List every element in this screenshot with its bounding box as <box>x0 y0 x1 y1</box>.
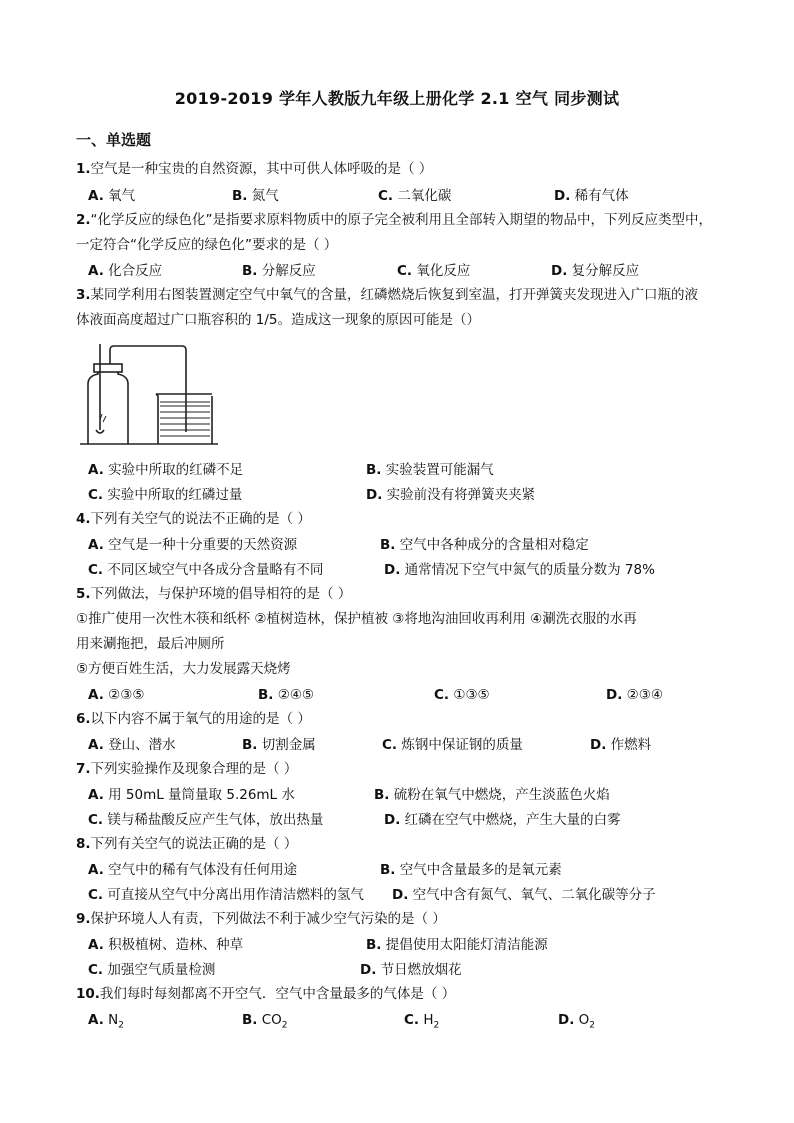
option-letter: A. <box>88 937 104 953</box>
option-3b <box>366 460 494 480</box>
subscript: 2 <box>433 1020 440 1031</box>
option-text: 空气中含量最多的是氧元素 <box>399 862 562 878</box>
option-letter: D. <box>558 1012 575 1028</box>
question-number: 6. <box>76 711 91 727</box>
option-6b <box>242 735 316 755</box>
option-text: 不同区域空气中各成分含量略有不同 <box>107 562 324 578</box>
option-7b <box>374 785 610 805</box>
question-text: 下列做法，与保护环境的倡导相符的是（ ） <box>90 586 352 602</box>
option-letter: C. <box>434 687 450 703</box>
question-number: 3. <box>76 287 91 303</box>
option-letter: A. <box>88 537 104 553</box>
option-text: 通常情况下空气中氮气的质量分数为 78% <box>404 562 655 578</box>
option-letter: A. <box>88 787 104 803</box>
option-text: 镁与稀盐酸反应产生气体，放出热量 <box>107 812 324 828</box>
option-4b <box>380 535 589 555</box>
water-lines <box>160 402 210 436</box>
option-text: 加强空气质量检测 <box>107 962 216 978</box>
question-text: 某同学利用右图装置测定空气中氧气的含量，红磷燃烧后恢复到室温，打开弹簧夹发现进入广口瓶的液 <box>90 287 699 303</box>
option-text: 氧气 <box>108 188 136 204</box>
option-1a <box>88 186 135 206</box>
option-letter: B. <box>374 787 390 803</box>
question-5-items-line-3: ⑤方便百姓生活，大力发展露天烧烤 <box>76 661 291 677</box>
option-text: 空气是一种十分重要的天然资源 <box>108 537 298 553</box>
option-9d <box>360 960 462 980</box>
question-text: 下列实验操作及现象合理的是（ ） <box>90 761 298 777</box>
option-text: CO <box>261 1012 282 1028</box>
option-letter: C. <box>378 188 394 204</box>
option-3d <box>366 485 535 505</box>
option-9a <box>88 935 243 955</box>
subscript: 2 <box>589 1020 596 1031</box>
option-7d <box>384 810 621 830</box>
option-text: N <box>108 1012 119 1028</box>
question-number: 5. <box>76 586 91 602</box>
option-text: 实验中所取的红磷过量 <box>107 487 243 503</box>
question-2-continued: 一定符合“化学反应的绿色化”要求的是（ ） <box>76 237 338 253</box>
option-9c <box>88 960 215 980</box>
option-letter: D. <box>606 687 623 703</box>
question-5-items-line-1: ①推广使用一次性木筷和纸杯 ②植树造林，保护植被 ③将地沟油回收再利用 ④涮洗衣服的水再 <box>76 611 637 627</box>
option-4d <box>384 560 655 580</box>
option-letter: B. <box>380 537 396 553</box>
option-2b <box>242 261 316 281</box>
option-1b <box>232 186 279 206</box>
option-text: 可直接从空气中分离出用作清洁燃料的氢气 <box>107 887 364 903</box>
question-5-items-line-2: 用来涮拖把，最后冲厕所 <box>76 636 225 652</box>
option-text: ②③④ <box>626 687 663 703</box>
bottle-outline <box>88 370 128 444</box>
question-text: 空气是一种宝贵的自然资源，其中可供人体呼吸的是（ ） <box>90 161 433 177</box>
option-4c <box>88 560 323 580</box>
option-2c <box>397 261 470 281</box>
question-number: 10. <box>76 986 100 1002</box>
option-letter: C. <box>404 1012 420 1028</box>
question-text: “化学反应的绿色化”是指要求原料物质中的原子完全被利用且全部转入期望的物品中，下列反应类型中， <box>90 212 713 228</box>
option-letter: D. <box>392 887 409 903</box>
page-title: 2019-2019 学年人教版九年级上册化学 2.1 空气 同步测试 <box>174 89 620 108</box>
option-letter: A. <box>88 462 104 478</box>
question-3-continued: 体液面高度超过广口瓶容积的 1/5。造成这一现象的原因可能是（） <box>76 312 481 328</box>
option-text: 用 50mL 量筒量取 5.26mL 水 <box>108 787 295 803</box>
option-text: 化合反应 <box>108 263 163 279</box>
option-9b <box>366 935 548 955</box>
question-8 <box>76 832 726 857</box>
option-letter: D. <box>554 188 571 204</box>
option-5d <box>606 685 663 705</box>
option-letter: C. <box>88 887 104 903</box>
option-8a <box>88 860 297 880</box>
option-8c <box>88 885 364 905</box>
question-number: 9. <box>76 911 91 927</box>
question-7 <box>76 757 726 782</box>
option-3a <box>88 460 243 480</box>
option-letter: A. <box>88 687 104 703</box>
option-letter: C. <box>382 737 398 753</box>
option-letter: B. <box>242 263 258 279</box>
option-text: 空气中的稀有气体没有任何用途 <box>108 862 298 878</box>
option-letter: D. <box>590 737 607 753</box>
option-7c <box>88 810 323 830</box>
question-number: 4. <box>76 511 91 527</box>
option-text: 稀有气体 <box>574 188 629 204</box>
option-text: 氧化反应 <box>416 263 471 279</box>
option-text: 提倡使用太阳能灯清洁能源 <box>385 937 548 953</box>
option-letter: B. <box>242 737 258 753</box>
option-text: H <box>423 1012 434 1028</box>
question-text: 下列有关空气的说法正确的是（ ） <box>90 836 298 852</box>
option-2a <box>88 261 162 281</box>
option-text: ②③⑤ <box>108 687 145 703</box>
option-1c <box>378 186 451 206</box>
option-letter: C. <box>397 263 413 279</box>
option-text: 二氧化碳 <box>397 188 452 204</box>
question-text: 我们每时每刻都离不开空气．空气中含量最多的气体是（ ） <box>99 986 456 1002</box>
question-number: 8. <box>76 836 91 852</box>
option-letter: A. <box>88 862 104 878</box>
option-6a <box>88 735 176 755</box>
option-10b <box>242 1010 288 1036</box>
option-10a <box>88 1010 124 1036</box>
option-text: 复分解反应 <box>571 263 640 279</box>
question-3 <box>76 283 726 308</box>
option-text: O <box>578 1012 590 1028</box>
flame <box>100 414 106 422</box>
section-heading: 一、单选题 <box>76 131 152 149</box>
stopper <box>94 364 122 372</box>
option-text: 实验装置可能漏气 <box>385 462 494 478</box>
subscript: 2 <box>281 1020 288 1031</box>
option-10c <box>404 1010 439 1036</box>
option-6c <box>382 735 523 755</box>
option-letter: C. <box>88 962 104 978</box>
question-text: 保护环境人人有责，下列做法不利于减少空气污染的是（ ） <box>90 911 446 927</box>
question-6 <box>76 707 726 732</box>
option-5a <box>88 685 144 705</box>
option-letter: C. <box>88 562 104 578</box>
option-text: 节日燃放烟花 <box>380 962 462 978</box>
option-text: 空气中各种成分的含量相对稳定 <box>399 537 589 553</box>
option-text: ②④⑤ <box>277 687 315 703</box>
question-number: 7. <box>76 761 91 777</box>
option-letter: D. <box>384 562 401 578</box>
option-text: 切割金属 <box>261 737 316 753</box>
option-letter: C. <box>88 487 104 503</box>
option-letter: D. <box>360 962 377 978</box>
option-8d <box>392 885 656 905</box>
option-1d <box>554 186 629 206</box>
option-text: 实验前没有将弹簧夹夹紧 <box>386 487 536 503</box>
option-8b <box>380 860 562 880</box>
option-letter: C. <box>88 812 104 828</box>
question-10 <box>76 982 726 1007</box>
question-5 <box>76 582 726 607</box>
option-letter: A. <box>88 737 104 753</box>
glass-tube <box>110 346 186 432</box>
option-letter: D. <box>384 812 401 828</box>
option-letter: D. <box>366 487 383 503</box>
question-4 <box>76 507 726 532</box>
question-number: 1. <box>76 161 91 177</box>
option-text: ①③⑤ <box>453 687 490 703</box>
option-text: 硫粉在氧气中燃烧，产生淡蓝色火焰 <box>393 787 610 803</box>
option-letter: A. <box>88 263 104 279</box>
option-2d <box>551 261 639 281</box>
question-number: 2. <box>76 212 91 228</box>
question-1 <box>76 157 726 182</box>
option-letter: D. <box>551 263 568 279</box>
question-text: 以下内容不属于氧气的用途的是（ ） <box>90 711 311 727</box>
option-3c <box>88 485 242 505</box>
option-text: 实验中所取的红磷不足 <box>108 462 244 478</box>
option-text: 分解反应 <box>261 263 316 279</box>
option-6d <box>590 735 651 755</box>
option-text: 积极植树、造林、种草 <box>108 937 244 953</box>
option-letter: B. <box>242 1012 258 1028</box>
option-text: 炼钢中保证钢的质量 <box>401 737 523 753</box>
option-text: 作燃料 <box>610 737 652 753</box>
option-5b <box>258 685 314 705</box>
option-10d <box>558 1010 595 1036</box>
subscript: 2 <box>118 1020 124 1031</box>
option-7a <box>88 785 295 805</box>
option-letter: B. <box>366 937 382 953</box>
option-text: 登山、潜水 <box>108 737 176 753</box>
question-text: 下列有关空气的说法不正确的是（ ） <box>90 511 311 527</box>
option-4a <box>88 535 297 555</box>
option-text: 红磷在空气中燃烧，产生大量的白雾 <box>404 812 621 828</box>
option-letter: A. <box>88 188 104 204</box>
question-2 <box>76 208 726 233</box>
option-letter: B. <box>232 188 248 204</box>
option-letter: B. <box>258 687 274 703</box>
option-5c <box>434 685 490 705</box>
question-9 <box>76 907 726 932</box>
option-text: 空气中含有氮气、氧气、二氧化碳等分子 <box>412 887 656 903</box>
option-letter: B. <box>380 862 396 878</box>
combustion-spoon <box>96 430 104 433</box>
option-text: 氮气 <box>251 188 279 204</box>
option-letter: A. <box>88 1012 104 1028</box>
apparatus-figure <box>80 340 220 448</box>
option-letter: B. <box>366 462 382 478</box>
